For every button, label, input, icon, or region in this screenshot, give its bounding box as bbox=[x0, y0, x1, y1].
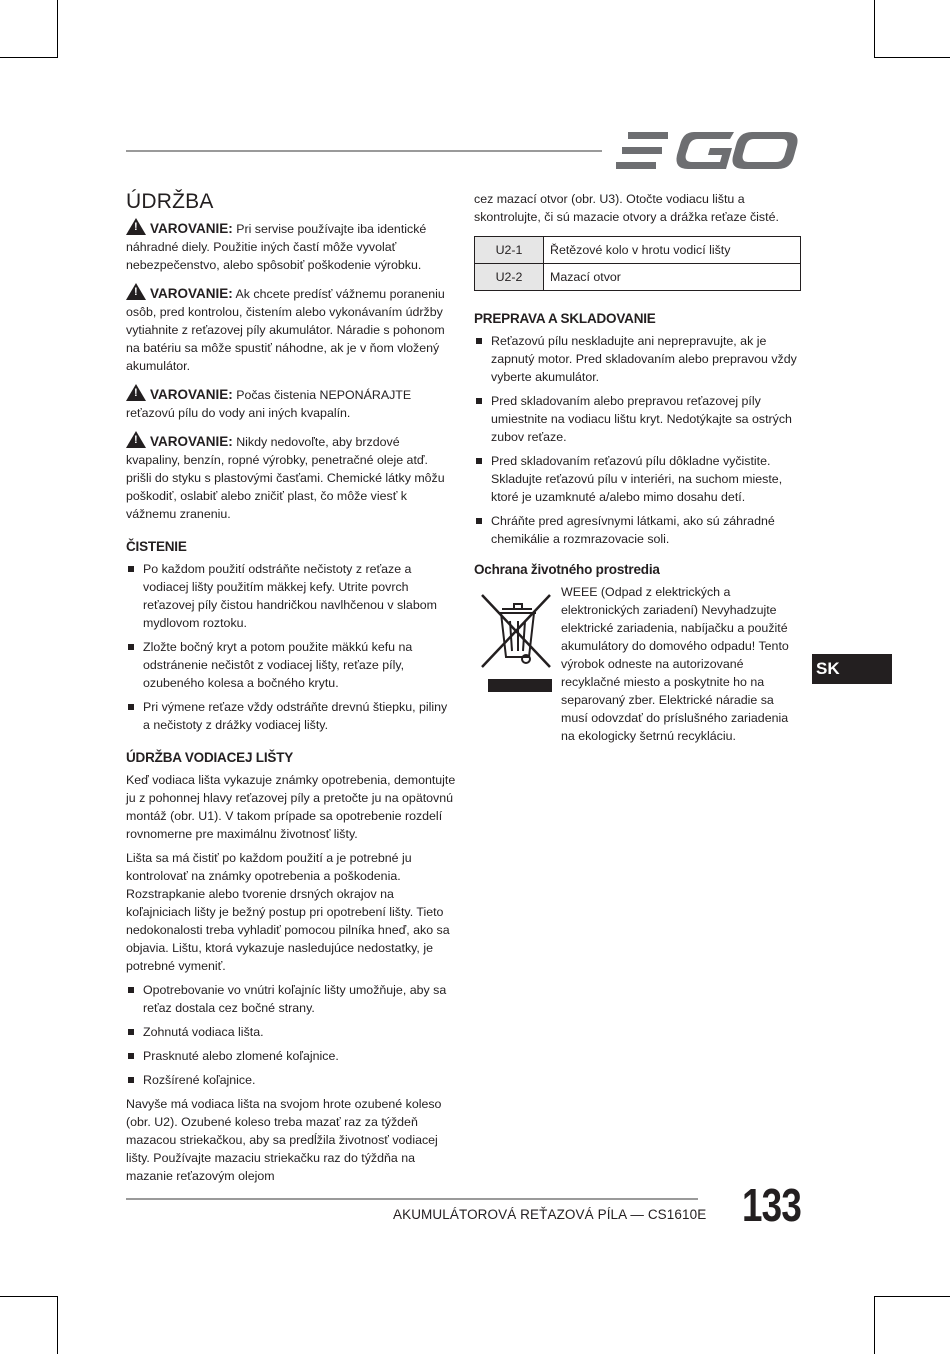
warning-label: VAROVANIE: bbox=[150, 434, 233, 449]
warning-paragraph bbox=[126, 384, 456, 422]
bullet-icon bbox=[476, 398, 482, 404]
warning-label: VAROVANIE: bbox=[150, 221, 233, 236]
bullet-icon bbox=[128, 1029, 134, 1035]
section-title-guide-bar: ÚDRŽBA VODIACEJ LIŠTY bbox=[126, 750, 294, 765]
guide-bar-list bbox=[126, 981, 456, 1089]
list-item-text: Zložte bočný kryt a potom použite mäkkú kefu na odstránenie nečistôt z vodiacej lišty, reťaze píly, ozubeného kolesa a bočného krytu. bbox=[143, 640, 413, 690]
list-item bbox=[474, 452, 804, 506]
left-column bbox=[126, 190, 456, 1191]
list-item bbox=[126, 1023, 456, 1041]
list-item bbox=[474, 332, 804, 386]
list-item bbox=[126, 560, 456, 632]
bullet-icon bbox=[476, 458, 482, 464]
warning-icon: ! bbox=[126, 431, 146, 448]
crop-mark bbox=[0, 1296, 58, 1297]
list-item bbox=[126, 698, 456, 734]
warning-text: Počas čistenia NEPONÁRAJTE reťazovú pílu do vody ani iných kvapalín. bbox=[126, 388, 412, 420]
crop-mark bbox=[57, 0, 58, 58]
bullet-icon bbox=[476, 338, 482, 344]
section-title-environment: Ochrana životného prostredia bbox=[474, 562, 660, 577]
bullet-icon bbox=[128, 1053, 134, 1059]
section-title-maintenance: ÚDRŽBA bbox=[126, 190, 214, 213]
warning-icon: ! bbox=[126, 283, 146, 300]
header-rule bbox=[126, 150, 602, 152]
warning-label: VAROVANIE: bbox=[150, 286, 233, 301]
list-item-text: Zohnutá vodiaca lišta. bbox=[143, 1025, 264, 1039]
warning-paragraph bbox=[126, 431, 456, 523]
weee-text: WEEE (Odpad z elektrických a elektronických zariadení) Nevyhadzujte elektrické zariadenia, nabíjačku a použité akumulátory do domového odpadu! Tento výrobok odneste na autorizované recyklačné miesto a poskytnite ho na separovaný zber. Elektrické náradie sa musí odovzdať do príslušného zariadenia na ekologicky šetrnú recykláciu. bbox=[561, 585, 789, 743]
table-cell-key: U2-2 bbox=[475, 264, 544, 291]
list-item bbox=[126, 981, 456, 1017]
table-row bbox=[475, 264, 801, 291]
weee-block bbox=[474, 583, 804, 753]
list-item-text: Chráňte pred agresívnymi látkami, ako sú záhradné chemikálie a rozmrazovacie soli. bbox=[491, 514, 775, 546]
list-item-text: Pri výmene reťaze vždy odstráňte drevnú štiepku, piliny a nečistoty z drážky vodiacej lišty. bbox=[143, 700, 448, 732]
warning-label: VAROVANIE: bbox=[150, 387, 233, 402]
warning-icon: ! bbox=[126, 384, 146, 401]
bullet-icon bbox=[476, 518, 482, 524]
list-item bbox=[474, 392, 804, 446]
transport-list bbox=[474, 332, 804, 548]
crop-mark bbox=[57, 1296, 58, 1354]
crop-mark bbox=[874, 0, 875, 58]
list-item bbox=[474, 512, 804, 548]
list-item-text: Rozšírené koľajnice. bbox=[143, 1073, 256, 1087]
footer-rule bbox=[126, 1198, 698, 1200]
bullet-icon bbox=[128, 644, 134, 650]
warning-paragraph bbox=[126, 283, 456, 375]
table-cell-value: Mazací otvor bbox=[544, 264, 801, 291]
body-paragraph: Navyše má vodiaca lišta na svojom hrote ozubené koleso (obr. U2). Ozubené koleso treba mazať raz za týždeň mazacou striekačkou, aby sa predĺžila životnosť vodiacej lišty. Používajte mazaciu striekačku raz do týždňa na mazanie reťazovým olejom bbox=[126, 1097, 442, 1183]
right-column bbox=[474, 190, 804, 753]
warning-icon: ! bbox=[126, 218, 146, 235]
list-item-text: Po každom použití odstráňte nečistoty z reťaze a vodiacej lišty použitím mäkkej kefy. Utrite povrch reťazovej píly čistou handričkou navlhčenou v slabom mydlovom roztoku. bbox=[143, 562, 437, 630]
list-item-text: Prasknuté alebo zlomené koľajnice. bbox=[143, 1049, 339, 1063]
crop-mark bbox=[874, 57, 950, 58]
bullet-icon bbox=[128, 987, 134, 993]
bullet-icon bbox=[128, 1077, 134, 1083]
body-paragraph: cez mazací otvor (obr. U3). Otočte vodiacu lištu a skontrolujte, či sú mazacie otvory a drážka reťaze čisté. bbox=[474, 192, 779, 224]
list-item bbox=[126, 1047, 456, 1065]
crop-mark bbox=[874, 1296, 950, 1297]
cleaning-list bbox=[126, 560, 456, 734]
bullet-icon bbox=[128, 704, 134, 710]
list-item bbox=[126, 638, 456, 692]
list-item-text: Reťazovú pílu neskladujte ani neprepravujte, ak je zapnutý motor. Pred skladovaním alebo prepravou vždy vyberte akumulátor. bbox=[491, 334, 797, 384]
list-item-text: Pred skladovaním reťazovú pílu dôkladne vyčistite. Skladujte reťazovú pílu v interiéri, na suchom mieste, ktoré je uzamknuté a/alebo mimo dosahu detí. bbox=[491, 454, 783, 504]
bullet-icon bbox=[128, 566, 134, 572]
table-row bbox=[475, 237, 801, 264]
list-item-text: Opotrebovanie vo vnútri koľajníc lišty umožňuje, aby sa reťaz dostala cez bočné strany. bbox=[143, 983, 447, 1015]
body-paragraph: Lišta sa má čistiť po každom použití a je potrebné ju kontrolovať na známky opotrebenia a poškodenia. Rozstrapkanie alebo tvorenie drsných okrajov na koľajniciach lišty je bežný postup pri opotrebení lišty. Tieto nedokonalosti treba vyhladiť pomocou pilníka hneď, ako sa objavia. Lištu, ktorá vykazuje nasledujúce nedostatky, je potrebné vymeniť. bbox=[126, 851, 450, 973]
ego-logo bbox=[616, 130, 800, 172]
parts-table bbox=[474, 236, 801, 291]
warning-text: Nikdy nedovoľte, aby brzdové kvapaliny, benzín, ropné výrobky, penetračné oleje atď. prišli do styku s plastovými časťami. Chemické látky môžu poškodiť, oslabiť alebo zničiť plast, čo môže viesť k vážnemu zraneniu. bbox=[126, 435, 445, 521]
crop-mark bbox=[874, 1296, 875, 1354]
list-item bbox=[126, 1071, 456, 1089]
page-number: 133 bbox=[742, 1179, 801, 1231]
language-tab: SK bbox=[812, 654, 892, 684]
warning-text: Ak chcete predísť vážnemu poraneniu osôb, pred kontrolou, čistením alebo vykonávaním údržby vytiahnite z reťazovej píly akumulátor. Náradie s pohonom na batériu sa môže spustiť náhodne, ak je v ňom vložený akumulátor. bbox=[126, 287, 445, 373]
body-paragraph: Keď vodiaca lišta vykazuje známky opotrebenia, demontujte ju z pohonnej hlavy reťazovej píly a pretočte ju na opätovnú montáž (obr. U1). V takom prípade sa opotrebenie rozdelí rovnomerne pre maximálnu životnosť lišty. bbox=[126, 773, 456, 841]
crossed-bin-icon bbox=[474, 587, 556, 693]
warning-paragraph bbox=[126, 218, 456, 274]
list-item-text: Pred skladovaním alebo prepravou reťazovej píly umiestnite na vodiacu lištu kryt. Nedotýkajte sa ostrých zubov reťaze. bbox=[491, 394, 792, 444]
footer-product-name: AKUMULÁTOROVÁ REŤAZOVÁ PÍLA — CS1610E bbox=[393, 1207, 707, 1222]
table-cell-key: U2-1 bbox=[475, 237, 544, 264]
crop-mark bbox=[0, 57, 58, 58]
warning-text: Pri servise používajte iba identické náhradné diely. Použitie iných častí môže vyvolať nebezpečenstvo, alebo spôsobiť poškodenie výrobku. bbox=[126, 222, 427, 272]
table-cell-value: Řetězové kolo v hrotu vodicí lišty bbox=[544, 237, 801, 264]
section-title-transport: PREPRAVA A SKLADOVANIE bbox=[474, 311, 656, 326]
section-title-cleaning: ČISTENIE bbox=[126, 539, 187, 554]
